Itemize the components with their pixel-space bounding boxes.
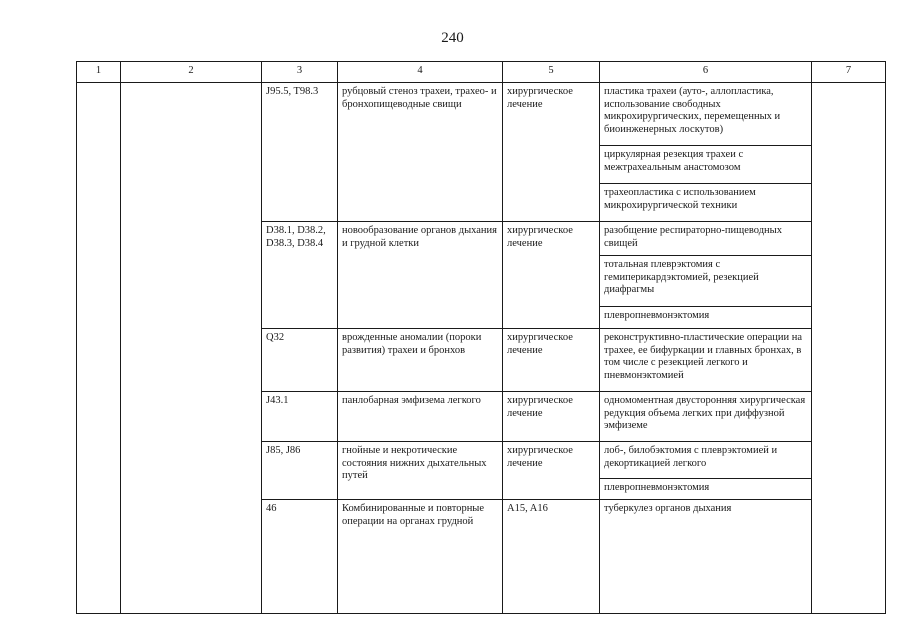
- codes-cell: J43.1: [262, 392, 338, 442]
- method-cell: трахеопластика с использованием микрохирургической техники: [600, 184, 812, 222]
- diagnosis-cell: панлобарная эмфизема легкого: [338, 392, 503, 442]
- diagnosis-cell: туберкулез органов дыхания: [600, 500, 812, 614]
- treatment-cell: хирургическое лечение: [503, 442, 600, 500]
- col7-cell: [812, 83, 886, 614]
- method-cell: реконструктивно-пластические операции на трахее, ее бифуркации и главных бронхах, в том числе с резекцией легкого и пневмонэктомией: [600, 329, 812, 392]
- treatment-cell: хирургическое лечение: [503, 222, 600, 329]
- codes-cell: D38.1, D38.2, D38.3, D38.4: [262, 222, 338, 329]
- medical-care-table: [76, 61, 886, 614]
- diagnosis-cell: новообразование органов дыхания и грудной клетки: [338, 222, 503, 329]
- group-name-cell: Комбинированные и повторные операции на органах грудной: [338, 500, 503, 614]
- group-number-cell: 46: [262, 500, 338, 614]
- diagnosis-cell: гнойные и некротические состояния нижних дыхательных путей: [338, 442, 503, 500]
- method-cell: одномоментная двусторонняя хирургическая редукция объема легких при диффузной эмфиземе: [600, 392, 812, 442]
- diagnosis-cell: врожденные аномалии (пороки развития) трахеи и бронхов: [338, 329, 503, 392]
- col-header-7: 7: [812, 62, 886, 83]
- method-cell: пластика трахеи (ауто-, аллопластика, использование свободных микрохирургических, перемещенных и биоинженерных лоскутов): [600, 83, 812, 146]
- codes-cell: A15, A16: [503, 500, 600, 614]
- header-row: [77, 62, 886, 83]
- method-cell: плевропневмонэктомия: [600, 479, 812, 500]
- method-cell: разобщение респираторно-пищеводных свищей: [600, 222, 812, 256]
- treatment-cell: хирургическое лечение: [503, 83, 600, 222]
- page-number: 240: [441, 30, 464, 46]
- table-row: [77, 83, 886, 146]
- group-name-cell: [121, 83, 262, 614]
- method-cell: циркулярная резекция трахеи с межтрахеальным анастомозом: [600, 146, 812, 184]
- codes-cell: J85, J86: [262, 442, 338, 500]
- method-cell: плевропневмонэктомия: [600, 307, 812, 329]
- group-number-cell: [77, 83, 121, 614]
- method-cell: лоб-, билобэктомия с плеврэктомией и декортикацией легкого: [600, 442, 812, 479]
- col-header-6: 6: [600, 62, 812, 83]
- codes-cell: Q32: [262, 329, 338, 392]
- col-header-2: 2: [121, 62, 262, 83]
- col-header-1: 1: [77, 62, 121, 83]
- col-header-4: 4: [338, 62, 503, 83]
- diagnosis-cell: рубцовый стеноз трахеи, трахео- и бронхопищеводные свищи: [338, 83, 503, 222]
- col-header-3: 3: [262, 62, 338, 83]
- col-header-5: 5: [503, 62, 600, 83]
- treatment-cell: хирургическое лечение: [503, 329, 600, 392]
- method-cell: тотальная плеврэктомия с гемиперикардэктомией, резекцией диафрагмы: [600, 256, 812, 307]
- treatment-cell: хирургическое лечение: [503, 392, 600, 442]
- codes-cell: J95.5, T98.3: [262, 83, 338, 222]
